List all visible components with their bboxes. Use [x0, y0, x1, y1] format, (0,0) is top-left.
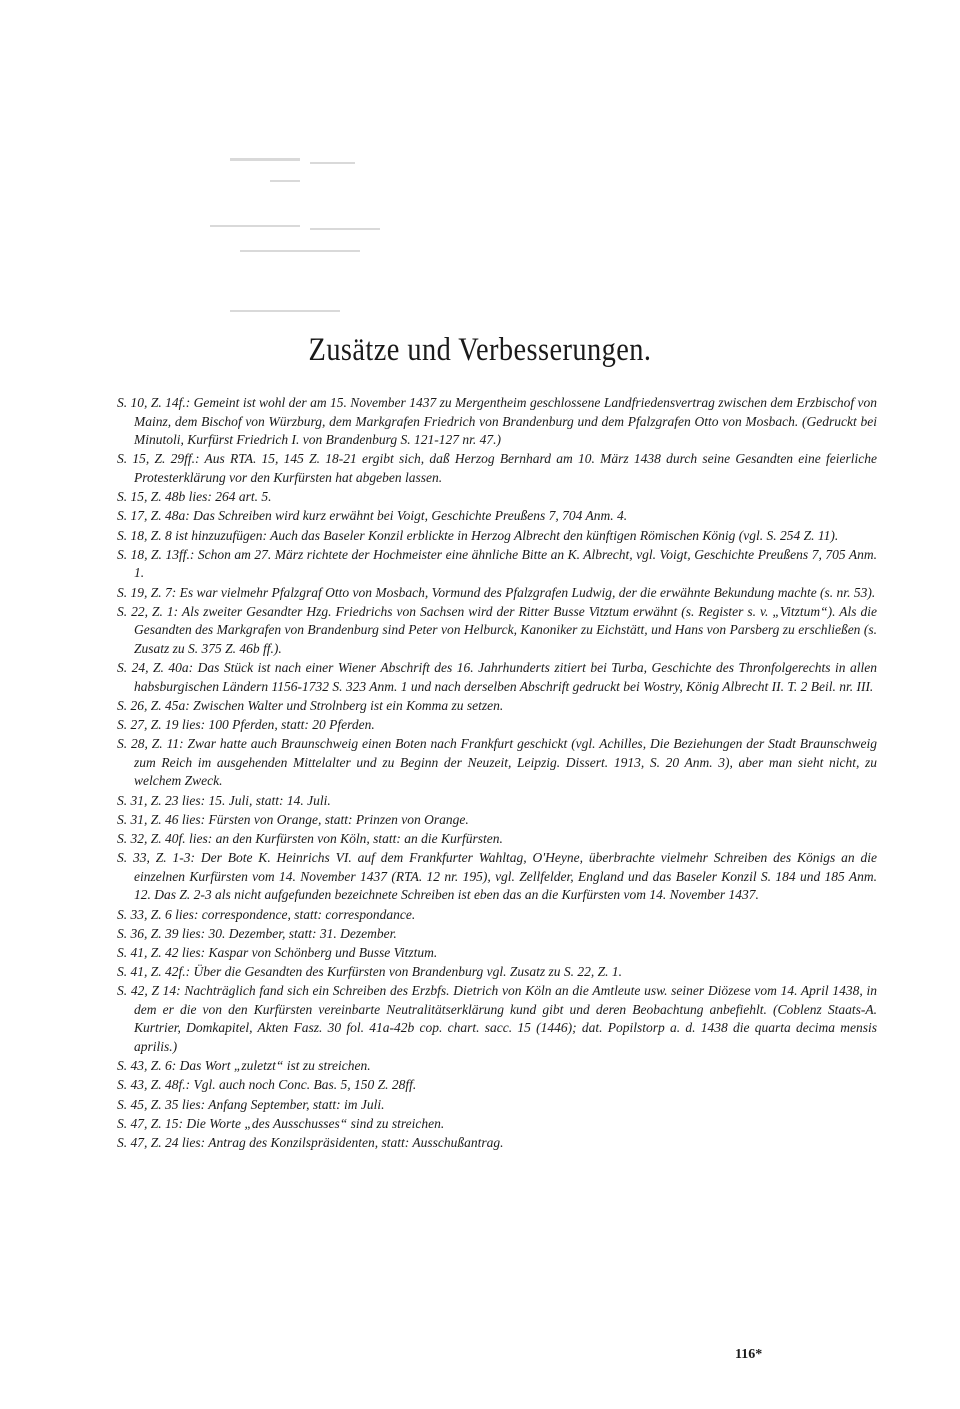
correction-entry: S. 18, Z. 13ff.: Schon am 27. März richtete der Hochmeister eine ähnliche Bitte an K. Albrecht, vgl. Voigt, Geschichte Preußens 7, 705 Anm. 1.: [117, 546, 877, 581]
correction-entry: S. 36, Z. 39 lies: 30. Dezember, statt: 31. Dezember.: [117, 925, 397, 941]
correction-entry: S. 10, Z. 14f.: Gemeint ist wohl der am 15. November 1437 zu Mergentheim geschlossene Landfriedensvertrag zwischen dem Erzbischof von Mainz, dem Bischof von Würzburg, dem Markgrafen Friedrich von Brandenburg und dem Pfalzgrafen Otto von Mosbach. (Gedruckt bei Minutoli, Kurfürst Friedrich I. von Brandenburg S. 121-127 nr. 47.): [117, 395, 877, 448]
bleed-through-marks: [200, 140, 420, 330]
correction-entry: S. 27, Z. 19 lies: 100 Pferden, statt: 20 Pferden.: [117, 717, 375, 733]
correction-entry: S. 43, Z. 6: Das Wort „zuletzt“ ist zu streichen.: [117, 1058, 371, 1074]
correction-entry: S. 47, Z. 24 lies: Antrag des Konzilspräsidenten, statt: Ausschußantrag.: [117, 1135, 504, 1150]
correction-entry: S. 15, Z. 29ff.: Aus RTA. 15, 145 Z. 18-21 ergibt sich, daß Herzog Bernhard am 10. März 1438 durch seine Gesandten eine feierliche Protesterklärung vor den Kurfürsten hat abgeben lassen.: [117, 451, 877, 485]
correction-entry: S. 31, Z. 23 lies: 15. Juli, statt: 14. Juli.: [117, 792, 331, 808]
correction-entry: S. 19, Z. 7: Es war vielmehr Pfalzgraf Otto von Mosbach, Vormund des Pfalzgrafen Ludwig, der die erwähnte Bekundung machte (s. nr. 53).: [117, 584, 876, 600]
corrections-list: [117, 394, 877, 1153]
correction-entry: S. 41, Z. 42 lies: Kaspar von Schönberg und Busse Vitztum.: [117, 944, 438, 960]
page-number: 116*: [735, 1347, 763, 1362]
correction-entry: S. 24, Z. 40a: Das Stück ist nach einer Wiener Abschrift des 16. Jahrhunderts zitiert bei Turba, Geschichte des Thronfolgerechts in allen habsburgischen Ländern 1156-1732 S. 323 Anm. 1 und nach derselben Abschrift gedruckt bei Wostry, König Albrecht II. T. 2 Beil. nr. III.: [117, 660, 877, 694]
correction-entry: S. 31, Z. 46 lies: Fürsten von Orange, statt: Prinzen von Orange.: [117, 811, 469, 827]
correction-entry: S. 32, Z. 40f. lies: an den Kurfürsten von Köln, statt: an die Kurfürsten.: [117, 830, 503, 846]
correction-entry: S. 28, Z. 11: Zwar hatte auch Braunschweig einen Boten nach Frankfurt geschickt (vgl. Achilles, Die Beziehungen der Stadt Braunschweig zum Reich im ausgehenden Mittelalter und zu Beginn der Neuzeit, Leipzig. Dissert. 1913, S. 20 Anm. 3), aber man sieht nicht, zu welchem Zweck.: [117, 736, 877, 789]
correction-entry: S. 47, Z. 15: Die Worte „des Ausschusses“ sind zu streichen.: [117, 1115, 445, 1131]
correction-entry: S. 15, Z. 48b lies: 264 art. 5.: [117, 489, 272, 505]
page-title: Zusätze und Verbesserungen.: [308, 332, 652, 368]
correction-entry: S. 22, Z. 1: Als zweiter Gesandter Hzg. Friedrichs von Sachsen wird der Ritter Busse Vitztum erwähnt (s. Register s. v. „Vitztum“). Als die Gesandten des Markgrafen von Brandenburg sind Peter von Helburck, Kanoniker zu Eichstätt, und Hans von Parsberg zu erschließen (s. Zusatz zu S. 375 Z. 46b ff.).: [117, 603, 877, 656]
correction-entry: S. 17, Z. 48a: Das Schreiben wird kurz erwähnt bei Voigt, Geschichte Preußens 7, 704 Anm. 4.: [117, 508, 628, 524]
correction-entry: S. 43, Z. 48f.: Vgl. auch noch Conc. Bas. 5, 150 Z. 28ff.: [117, 1077, 417, 1093]
correction-entry: S. 45, Z. 35 lies: Anfang September, statt: im Juli.: [117, 1096, 385, 1112]
correction-entry: S. 18, Z. 8 ist hinzuzufügen: Auch das Baseler Konzil erblickte in Herzog Albrecht den künftigen Römischen König (vgl. S. 254 Z. 11).: [117, 527, 839, 543]
correction-entry: S. 33, Z. 6 lies: correspondence, statt: correspondance.: [117, 906, 416, 922]
correction-entry: S. 33, Z. 1-3: Der Bote K. Heinrichs VI. auf dem Frankfurter Wahltag, O'Heyne, überbrachte vielmehr Schreiben des Königs an die einzelnen Kurfürsten vom 14. November 1437 (RTA. 12 nr. 195), vgl. Zellfelder, England und das Baseler Konzil S. 184 und 185 Anm. 12. Das Z. 2-3 als nicht aufgefunden bezeichnete Schreiben ist eben das an die Kurfürsten vom 14. November 1437.: [117, 850, 877, 903]
correction-entry: S. 42, Z 14: Nachträglich fand sich ein Schreiben des Erzbfs. Dietrich von Köln an die Amtleute usw. seiner Diözese vom 14. April 1438, in dem er die von den Kurfürsten vereinbarte Neutralitätserklärung kund gibt und deren Beobachtung anbefiehlt. (Coblenz Staats-A. Kurtrier, Domkapitel, Akten Fasz. 30 fol. 41a-42b cop. chart. sacc. 15 (1446); dat. Popilstorp a. d. 1438 die quarta decima mensis aprilis.): [117, 983, 877, 1055]
correction-entry: S. 41, Z. 42f.: Über die Gesandten des Kurfürsten von Brandenburg vgl. Zusatz zu S. 22, Z. 1.: [117, 964, 622, 980]
correction-entry: S. 26, Z. 45a: Zwischen Walter und Strolnberg ist ein Komma zu setzen.: [117, 697, 504, 713]
